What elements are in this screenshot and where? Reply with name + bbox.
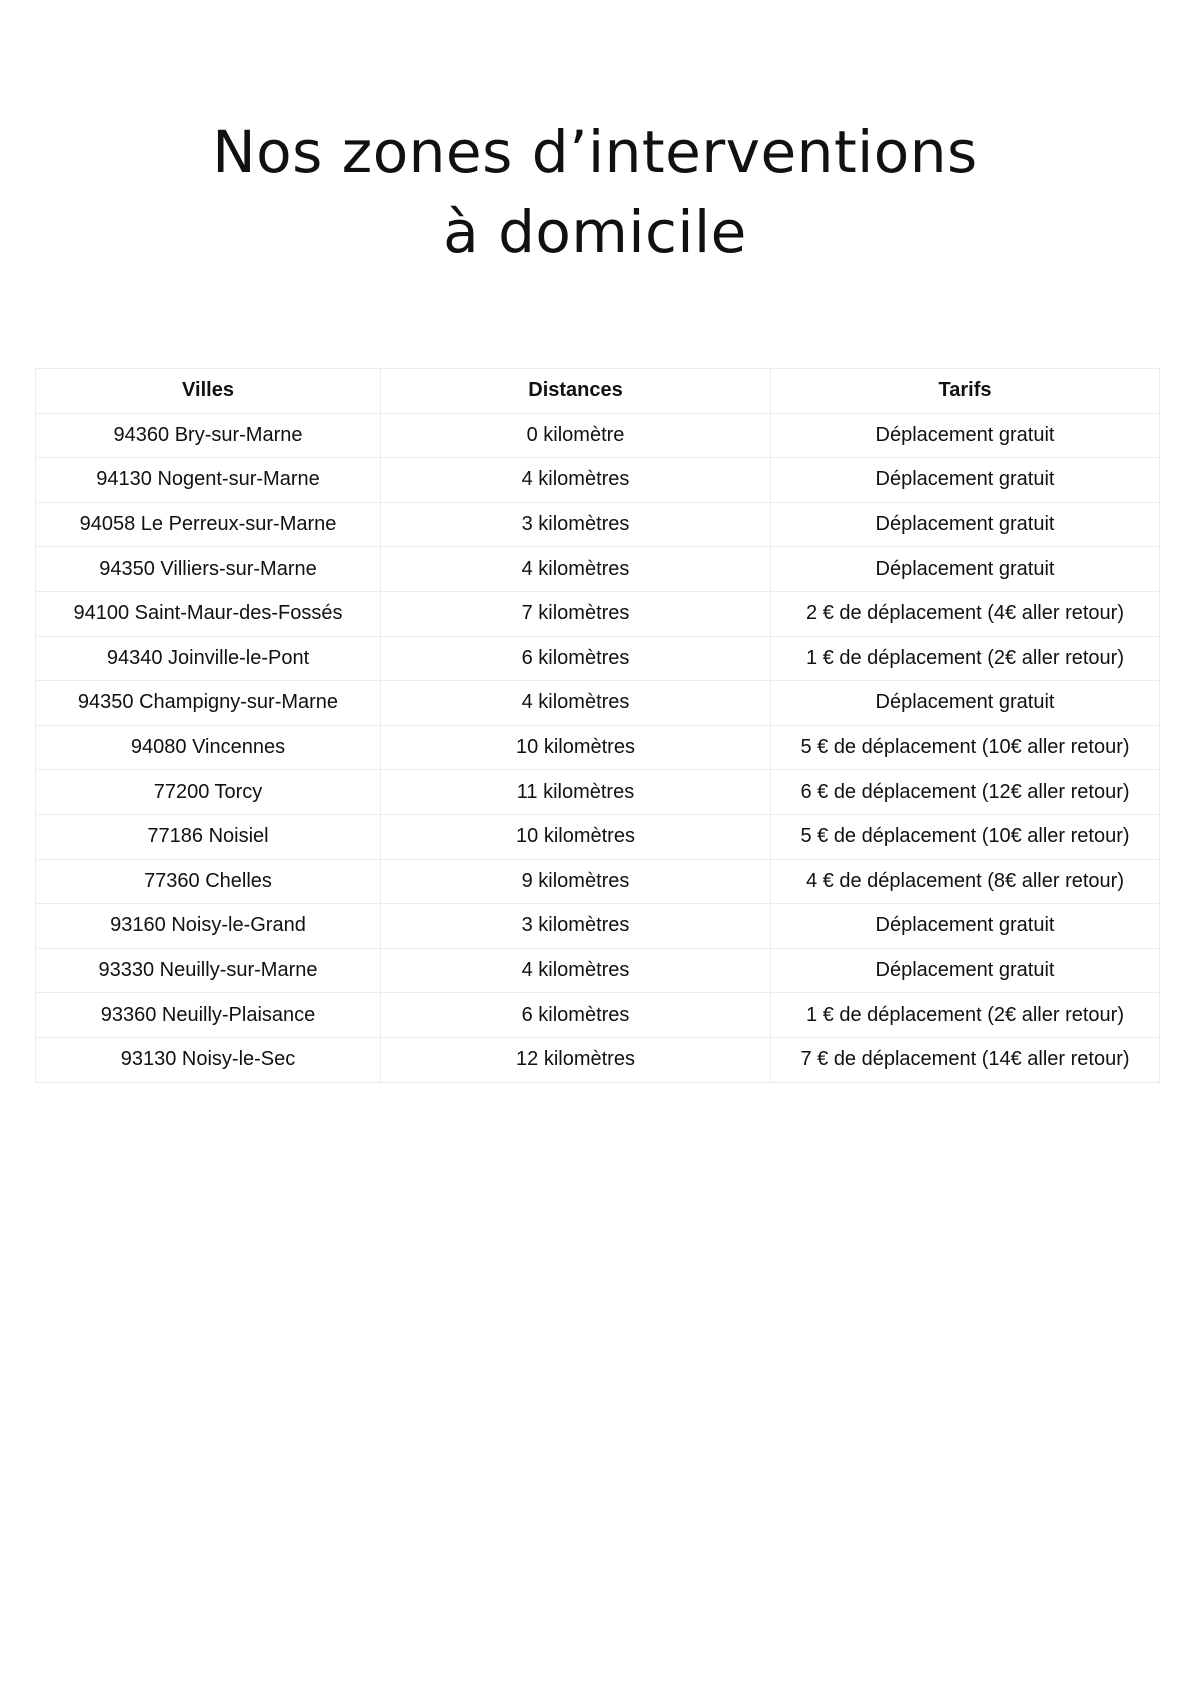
cell-city: 94058 Le Perreux-sur-Marne bbox=[36, 502, 381, 547]
cell-rate: 1 € de déplacement (2€ aller retour) bbox=[771, 636, 1160, 681]
cell-city: 77360 Chelles bbox=[36, 859, 381, 904]
cell-distance: 6 kilomètres bbox=[381, 993, 771, 1038]
cell-city: 93130 Noisy-le-Sec bbox=[36, 1037, 381, 1082]
cell-rate: Déplacement gratuit bbox=[771, 948, 1160, 993]
table-row bbox=[36, 1037, 1160, 1082]
cell-rate: Déplacement gratuit bbox=[771, 502, 1160, 547]
cell-rate: Déplacement gratuit bbox=[771, 904, 1160, 949]
table-header-row bbox=[36, 369, 1160, 414]
cell-distance: 11 kilomètres bbox=[381, 770, 771, 815]
table-row bbox=[36, 591, 1160, 636]
cell-rate: 5 € de déplacement (10€ aller retour) bbox=[771, 814, 1160, 859]
table-body bbox=[36, 413, 1160, 1082]
page-title-line-1: Nos zones d’interventions bbox=[212, 118, 978, 186]
table-row bbox=[36, 725, 1160, 770]
table-row bbox=[36, 859, 1160, 904]
table-row bbox=[36, 458, 1160, 503]
table-row bbox=[36, 948, 1160, 993]
cell-distance: 0 kilomètre bbox=[381, 413, 771, 458]
cell-city: 94100 Saint-Maur-des-Fossés bbox=[36, 591, 381, 636]
table-row bbox=[36, 547, 1160, 592]
cell-city: 94340 Joinville-le-Pont bbox=[36, 636, 381, 681]
zones-table bbox=[35, 368, 1160, 1083]
table-row bbox=[36, 413, 1160, 458]
cell-city: 77200 Torcy bbox=[36, 770, 381, 815]
cell-city: 94130 Nogent-sur-Marne bbox=[36, 458, 381, 503]
table-row bbox=[36, 636, 1160, 681]
cell-city: 93160 Noisy-le-Grand bbox=[36, 904, 381, 949]
cell-distance: 3 kilomètres bbox=[381, 904, 771, 949]
cell-rate: 2 € de déplacement (4€ aller retour) bbox=[771, 591, 1160, 636]
cell-city: 94350 Champigny-sur-Marne bbox=[36, 681, 381, 726]
table-row bbox=[36, 993, 1160, 1038]
cell-distance: 9 kilomètres bbox=[381, 859, 771, 904]
table-row bbox=[36, 681, 1160, 726]
cell-distance: 4 kilomètres bbox=[381, 547, 771, 592]
zones-table-container bbox=[35, 368, 1159, 1083]
cell-city: 94360 Bry-sur-Marne bbox=[36, 413, 381, 458]
cell-rate: 4 € de déplacement (8€ aller retour) bbox=[771, 859, 1160, 904]
cell-rate: 7 € de déplacement (14€ aller retour) bbox=[771, 1037, 1160, 1082]
cell-city: 77186 Noisiel bbox=[36, 814, 381, 859]
page-title bbox=[0, 112, 1190, 272]
cell-city: 93330 Neuilly-sur-Marne bbox=[36, 948, 381, 993]
cell-distance: 3 kilomètres bbox=[381, 502, 771, 547]
column-header-distances: Distances bbox=[381, 369, 771, 414]
cell-rate: Déplacement gratuit bbox=[771, 681, 1160, 726]
cell-distance: 4 kilomètres bbox=[381, 948, 771, 993]
table-row bbox=[36, 502, 1160, 547]
cell-city: 93360 Neuilly-Plaisance bbox=[36, 993, 381, 1038]
cell-rate: Déplacement gratuit bbox=[771, 458, 1160, 503]
cell-distance: 4 kilomètres bbox=[381, 458, 771, 503]
page-title-line-2: à domicile bbox=[443, 198, 747, 266]
cell-city: 94080 Vincennes bbox=[36, 725, 381, 770]
table-row bbox=[36, 814, 1160, 859]
cell-rate: 6 € de déplacement (12€ aller retour) bbox=[771, 770, 1160, 815]
cell-rate: 5 € de déplacement (10€ aller retour) bbox=[771, 725, 1160, 770]
cell-distance: 7 kilomètres bbox=[381, 591, 771, 636]
cell-distance: 10 kilomètres bbox=[381, 725, 771, 770]
table-row bbox=[36, 904, 1160, 949]
cell-distance: 4 kilomètres bbox=[381, 681, 771, 726]
cell-rate: Déplacement gratuit bbox=[771, 547, 1160, 592]
cell-rate: 1 € de déplacement (2€ aller retour) bbox=[771, 993, 1160, 1038]
table-row bbox=[36, 770, 1160, 815]
cell-city: 94350 Villiers-sur-Marne bbox=[36, 547, 381, 592]
column-header-tarifs: Tarifs bbox=[771, 369, 1160, 414]
cell-distance: 12 kilomètres bbox=[381, 1037, 771, 1082]
cell-distance: 6 kilomètres bbox=[381, 636, 771, 681]
cell-rate: Déplacement gratuit bbox=[771, 413, 1160, 458]
column-header-villes: Villes bbox=[36, 369, 381, 414]
cell-distance: 10 kilomètres bbox=[381, 814, 771, 859]
